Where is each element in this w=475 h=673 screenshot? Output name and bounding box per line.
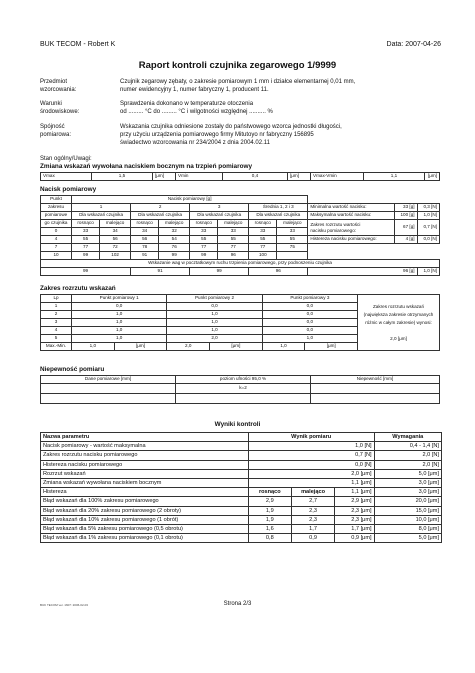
table-row: pomiarowe Dla wskazań czujnika Dla wskazań czujnika Dla wskazań czujnika Dla wskazań czujnika Maksymalna wartość nacisku: 100 [g] 1,0 [N] — [41, 212, 440, 220]
table-row: Zakres rozrzutu nacisku pomiarowego 0,7 [N] 2,0 [N] — [41, 451, 442, 460]
przedmiot-value: Czujnik zegarowy zębaty, o zakresie pomiarowym 1 mm i działce elementarnej 0,01 mm, numer ewidencyjny 1, numer fabryczny 1, producent 11. — [120, 79, 356, 93]
results-title: Wyniki kontroli — [214, 421, 261, 428]
table-row: Max.-Min. 1,0 [μm] 2,0 [μm] 1,0 [μm] — [41, 343, 440, 351]
section-nacisk-title: Nacisk pomiarowy — [40, 186, 97, 193]
page-number: Strona 2/3 — [223, 601, 252, 607]
lateral-table — [40, 172, 440, 181]
table-row: 99 91 99 96 96 [g] 1,0 [N] — [41, 268, 440, 276]
table-row: go czujnika rosnąco malejąco rosnąco malejąco rosnąco malejąco rosnąco malejąco Zakres rozrzutu wartości nacisku pomiarowego: 67 [g] 0,7 [N] — [41, 220, 440, 228]
table-row: Vmax 1,5 [μm] Vmin 0,4 [μm] Vmax-Vmin 1,1 [μm] — [41, 173, 440, 181]
table-row: 0 33 34 34 32 33 33 33 33 — [41, 228, 440, 236]
table-row: 2 1,0 1,0 0,0 — [41, 311, 440, 319]
table-row: Zmiana wskazań wywołana naciskiem bocznym 1,1 [μm] 3,0 [μm] — [41, 478, 442, 487]
table-row: zakresu 1 2 3 Średnia 1, 2 i 3 Minimalna wartość nacisku: 33 [g] 0,3 [N] — [41, 204, 440, 212]
rozrzut-table — [40, 294, 440, 351]
table-row: Nacisk pomiarowy - wartość maksymalna 1,0 [N] 0,4 - 1,4 [N] — [41, 442, 442, 451]
header-company: BUK TECOM - Robert K — [40, 41, 116, 48]
table-row — [41, 394, 440, 404]
table-row: Lp Punkt pomiarowy 1 Punkt pomiarowy 2 Punkt pomiarowy 3 Zakres rozrzutu wskazań (największa zakresie otrzymanych różnic w całym zakresie) wynosi: 2,0 [μm] — [41, 295, 440, 303]
table-row: Wskazanie wag w pocztatkowym ruchu trzpienia pomiarowego, przy podnoszeniu czujnika — [41, 260, 440, 268]
table-row: Histereza nacisku pomiarowego 0,0 [N] 2,0 [N] — [41, 460, 442, 469]
table-row: Punkt Nacisk pomiarowy [g] — [41, 196, 440, 204]
stan-label: Stan ogólny/Uwagi: — [40, 156, 92, 162]
przedmiot-label: Przedmiot wzorcowania: — [40, 79, 77, 93]
side-zakres-label: Zakres rozrzutu wartości nacisku pomiarowego: — [308, 220, 394, 236]
spojnosc-label: Spójność pomiarowa: — [40, 124, 72, 138]
niepewnosc-table — [40, 375, 440, 404]
warunki-value: Sprawdzenia dokonano w temperaturze otoczenia od ......... °C do ......... °C i wilgotności względnej .......... % — [120, 101, 273, 115]
report-title: Raport kontroli czujnika zegarowego 1/9999 — [138, 60, 337, 71]
table-row: Histereza rosnąco malejąco 1,1 [μm] 3,0 [μm] — [41, 488, 442, 497]
footer-version: BUK TECOM ver. 1607: 2006-02-03 — [40, 603, 88, 607]
table-row: Nazwa parametru Wynik pomiaru Wymagania — [41, 433, 442, 442]
section-lateral-title: Zmiana wskazań wywołana naciskiem bocznym na trzpień pomiarowy — [40, 163, 253, 170]
warunki-label: Warunki środowiskowe: — [40, 101, 80, 115]
table-row: 5 1,0 2,0 1,0 — [41, 335, 440, 343]
nacisk-table — [40, 195, 440, 276]
table-row: Błąd wskazań dla 1% zakresu pomiarowego (0,1 obrotu) 0,8 0,9 0,9 [μm] 5,0 [μm] — [41, 534, 442, 543]
table-row: 4 55 56 56 54 55 55 55 55 Histereza nacisku pomiarowego: 4 [g] 0,0 [N] — [41, 236, 440, 244]
table-row: 10 99 102 91 99 99 96 100 — [41, 252, 440, 260]
table-row: 4 1,0 1,0 0,0 — [41, 327, 440, 335]
spojnosc-value: Wskazania czujnika odniesione zostały do państwowego wzorca jednostki długości, przy użyciu urządzenia pomiarowego firmy Mitutoyo nr fabryczny 156895 świadectwo wzorcowania nr 234/2004 z dnia 2004.02.11 — [120, 124, 342, 146]
section-rozrzut-title: Zakres rozrzutu wskazań — [40, 285, 116, 292]
table-row: Błąd wskazań dla 20% zakresu pomiarowego (2 obroty) 1,9 2,3 2,3 [μm] 15,0 [μm] — [41, 506, 442, 515]
header-date: Data: 2007-04-26 — [386, 41, 441, 48]
table-row: Rozrzut wskazań 2,0 [μm] 5,0 [μm] — [41, 469, 442, 478]
results-table — [40, 432, 442, 543]
table-row: Błąd wskazań dla 100% zakresu pomiarowego 2,9 2,7 2,9 [μm] 20,0 [μm] — [41, 497, 442, 506]
table-row: Błąd wskazań dla 10% zakresu pomiarowego (1 obrót) 1,9 2,3 2,3 [μm] 10,0 [μm] — [41, 515, 442, 524]
table-row: 3 1,0 1,0 0,0 — [41, 319, 440, 327]
table-row: k=2 — [41, 384, 440, 394]
table-row: 7 77 72 78 76 77 77 77 75 — [41, 244, 440, 252]
rozrzut-summary: Zakres rozrzutu wskazań (największa zakresie otrzymanych różnic w całym zakresie) wynosi: 2,0 [μm] — [358, 295, 440, 351]
table-row: 1 0,0 0,0 0,0 — [41, 303, 440, 311]
table-row: Błąd wskazań dla 5% zakresu pomiarowego (0,5 obrotu) 1,6 1,7 1,7 [μm] 8,0 [μm] — [41, 524, 442, 533]
table-row: Dane pomiarowe [mm] poziom ufności 95,0 % Niepewność [mm] — [41, 376, 440, 384]
section-niepewnosc-title: Niepewność pomiaru — [40, 366, 105, 373]
